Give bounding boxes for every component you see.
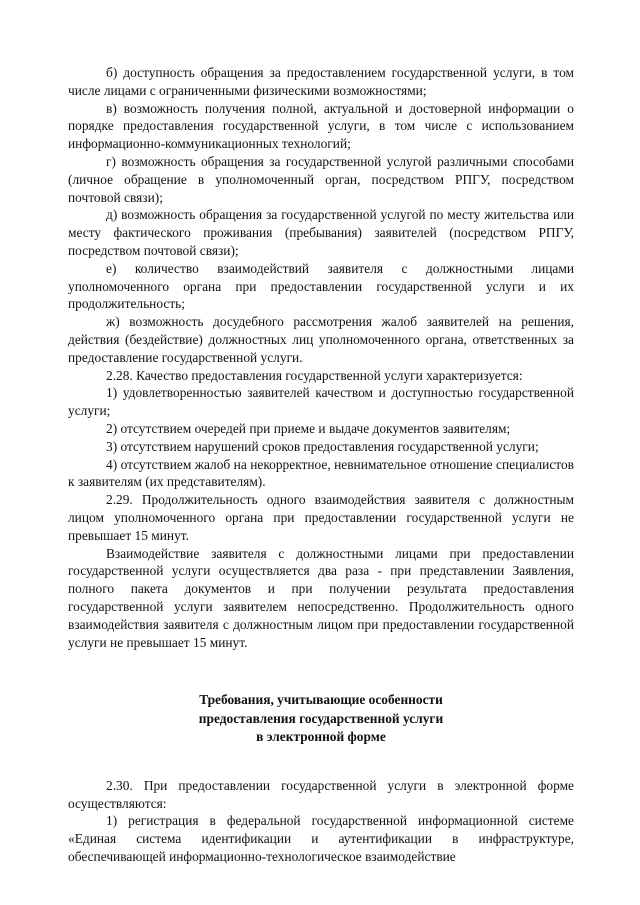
paragraph-2-29: 2.29. Продолжительность одного взаимодействия заявителя с должностным лицом уполномоченного органа при предоставлении государственной услуги не превышает 15 минут.: [68, 492, 574, 543]
paragraph-interaction: Взаимодействие заявителя с должностными лицами при предоставлении государственной услуги осуществляется два раза - при представлении Заявления, полного пакета документов и при получении результата предоставления государственной услуги заявителем непосредственно. Продолжительность одного взаимодействия заявителя с должностным лицом при предоставлении государственной услуги не превышает 15 минут.: [68, 545, 574, 650]
paragraph-registration: 1) регистрация в федеральной государственной информационной системе «Единая система идентификации и аутентификации в инфраструктуре, обеспечивающей информационно-технологическое взаимодействие: [68, 813, 574, 864]
paragraph-item-3: 3) отсутствием нарушений сроков предоставления государственной услуги;: [106, 438, 539, 454]
section-gap: [68, 651, 574, 691]
section-heading: [68, 691, 574, 747]
paragraph-item-1: 1) удовлетворенностью заявителей качеством и доступностью государственной услуги;: [68, 385, 574, 419]
paragraph-zh: ж) возможность досудебного рассмотрения жалоб заявителей на решения, действия (бездействие) должностных лиц уполномоченного органа, ответственных за предоставление государственной услуги.: [68, 314, 574, 365]
paragraph-2-30: 2.30. При предоставлении государственной услуги в электронной форме осуществляются:: [68, 777, 574, 811]
paragraph-item-2: 2) отсутствием очередей при приеме и выдаче документов заявителям;: [106, 420, 511, 436]
paragraph-e: е) количество взаимодействий заявителя с должностными лицами уполномоченного органа при предоставлении государственной услуги и их продолжительность;: [68, 260, 574, 312]
paragraph-b: б) доступность обращения за предоставлением государственной услуги, в том числе лицами с ограниченными физическими возможностями;: [68, 65, 574, 98]
heading-line-2: предоставления государственной услуги: [198, 710, 444, 726]
heading-gap: [68, 747, 574, 777]
paragraph-v: в) возможность получения полной, актуальной и достоверной информации о порядке предоставления государственной услуги, в том числе с использованием информационно-коммуникационных технологий;: [68, 100, 574, 152]
paragraph-g: г) возможность обращения за государственной услугой различными способами (личное обращение в уполномоченный орган, посредством РПГУ, посредством почтовой связи);: [68, 153, 574, 205]
document-page: [68, 64, 574, 866]
paragraph-2-28: 2.28. Качество предоставления государственной услуги характеризуется:: [106, 367, 523, 383]
heading-line-3: в электронной форме: [256, 729, 386, 745]
heading-line-1: Требования, учитывающие особенности: [199, 692, 443, 708]
paragraph-d: д) возможность обращения за государственной услугой по месту жительства или месту фактического проживания (пребывания) заявителей (посредством РПГУ, посредством почтовой связи);: [68, 207, 574, 258]
paragraph-item-4: 4) отсутствием жалоб на некорректное, невнимательное отношение специалистов к заявителям (их представителям).: [68, 456, 574, 490]
